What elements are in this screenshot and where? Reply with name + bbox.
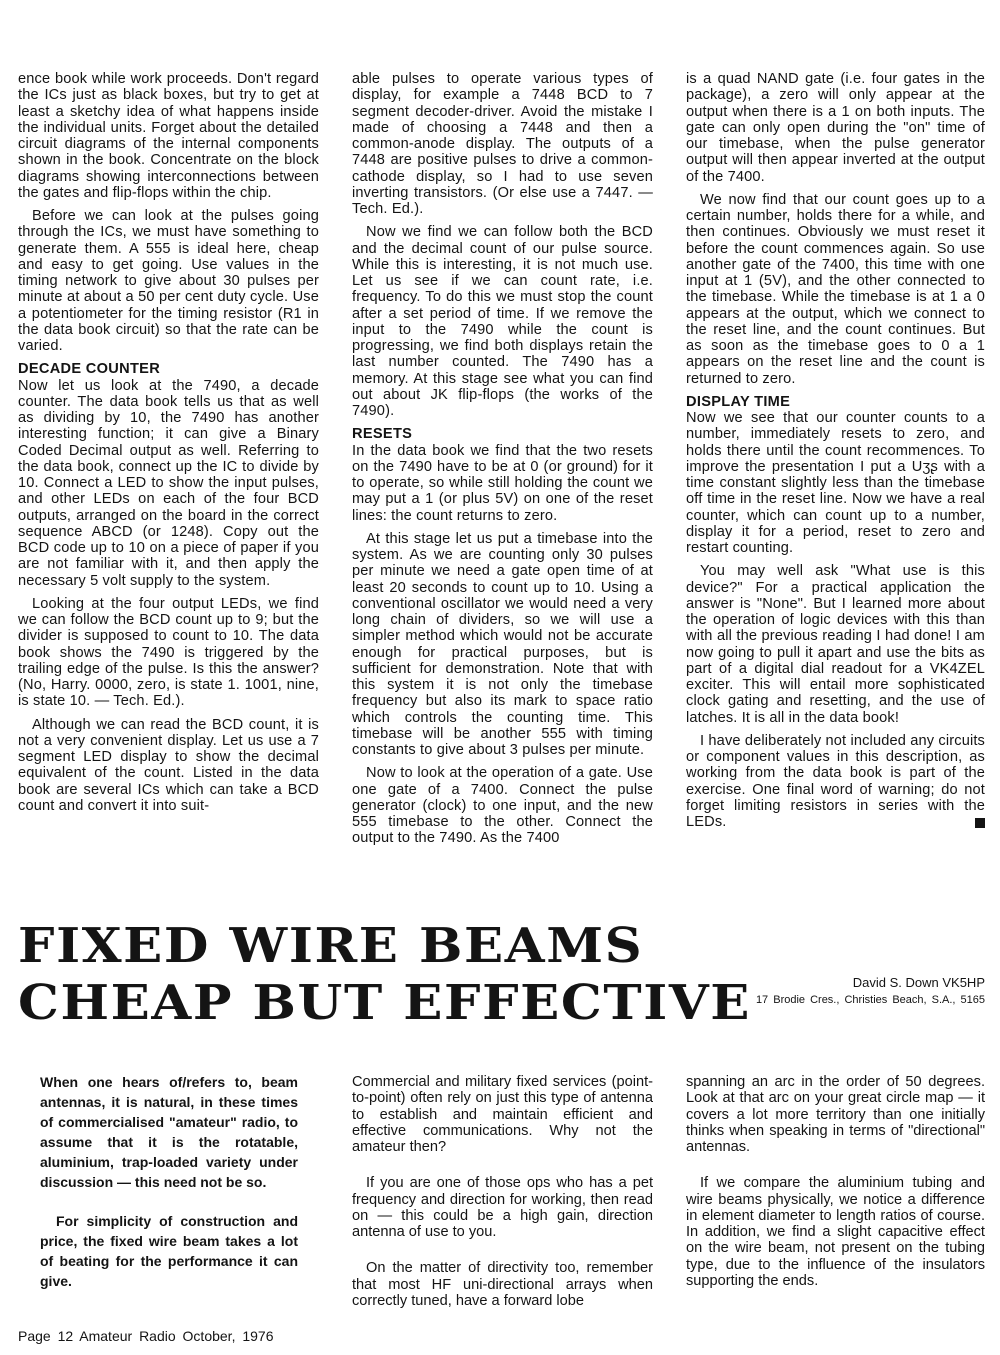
paragraph: Now we see that our counter counts to a number, immediately resets to zero, and holds there until the count recommences. To improve the presentation I put a Uʒʂ with a time constant slightly less than the timebase off time in the reset line. Now we have a real counter, which can count up to a number, display it for a period, reset to zero and restart counting. [686, 410, 985, 556]
paragraph: You may well ask "What use is this device?" For a practical application the answer is "None". But I learned more about the operation of logic devices with this than with all the previous reading I had done! I am now going to pull it apart and use the bits as part of a digital dial readout for a VK4ZEL exciter. This will entail more sophisticated clock gating and resetting, and the use of latches. It is all in the data book! [686, 563, 985, 726]
bottom-article-column-3 [686, 1074, 985, 1309]
intro-paragraph: For simplicity of construction and price, the fixed wire beam takes a lot of beating for the performance it can give. [40, 1213, 298, 1289]
paragraph: Although we can read the BCD count, it is not a very convenient display. Let us use a 7 segment LED display to show the decimal equivalent of the count. Listed in the data book are several ICs which can take a BCD count and convert it into suit- [18, 716, 319, 814]
section-heading-display-time: DISPLAY TIME [686, 393, 791, 410]
paragraph: Now let us look at the 7490, a decade counter. The data book tells us that as well as dividing by 10, the 7490 has another interesting function; it can give a Binary Coded Decimal output as well. Referring to the data book, connect up the IC to divide by 10. Connect a LED to show the input pulses, and other LEDs on each of the four BCD outputs, arranged on the board in the correct sequence ABCD (or 1248). Copy out the BCD code up to 10 on a piece of paper if you are not familiar with it, and then apply the necessary 5 volt supply to the system. [18, 377, 319, 589]
section-heading-decade-counter: DECADE COUNTER [18, 361, 161, 378]
paragraph: If we compare the aluminium tubing and wire beams physically, we notice a difference in element diameter to length ratios of course. In addition, we find a slight capacitive effect on the wire beam, not present on the tubing type, due to the influence of the insulators supporting the ends. [686, 1175, 985, 1289]
top-article-column-1 [18, 71, 319, 821]
page-footer: Page 12 Amateur Radio October, 1976 [18, 1328, 274, 1344]
paragraph: Now we find we can follow both the BCD and the decimal count of our pulse source. While this is interesting, it is not much use. Let us see if we can count rate, i.e. frequency. To do this we must stop the count after a set period of time. If we remove the input to the 7490 while the count is progressing, we find both displays retain the last number counted. The 7490 has a memory. At this stage see what you can find out about JK flip-flops (the works of the 7490). [352, 224, 653, 419]
article-title-line-1: FIXED WIRE BEAMS [18, 918, 644, 974]
paragraph: On the matter of directivity too, remember that most HF uni-directional arrays when correctly tuned, have a forward lobe [352, 1260, 653, 1309]
paragraph: Before we can look at the pulses going through the ICs, we must have something to generate them. A 555 is ideal here, cheap and easy to get going. Use values in the timing network to give about 30 pulses per minute at about a 50 per cent duty cycle. Use a potentiometer for the timing resistor (R1 in the data book circuit) so that the rate can be varied. [18, 208, 319, 354]
paragraph: Now to look at the operation of a gate. Use one gate of a 7400. Connect the pulse generator (clock) to one input, and the new 555 timebase to the other. Connect the output to the 7490. As the 7400 [352, 765, 653, 847]
paragraph: able pulses to operate various types of display, for example a 7448 BCD to 7 segment decoder-driver. Avoid the mistake I made of choosing a 7448 and then a common-anode display. The outputs of a 7448 are positive pulses to drive a common-cathode display, so I had to use seven inverting transistors. (Or else use a 7447. — Tech. Ed.). [352, 71, 653, 217]
end-of-article-mark [975, 818, 985, 828]
top-article-column-2 [352, 71, 653, 854]
paragraph [686, 733, 985, 831]
article-title-line-2: CHEAP BUT EFFECTIVE [18, 975, 752, 1031]
paragraph: At this stage let us put a timebase into the system. As we are counting only 30 pulses per minute we need a gate open time of at least 20 seconds to count up to 10. Using a conventional oscillator we would need a very long chain of dividers, so we will use a simpler method which would not be accurate enough for practical purposes, but is sufficient for demonstration. Note that with this system it is not only the timebase frequency but also its mark to space ratio which controls the counting time. This timebase will be another 555 with timing constants to give about 3 pulses per minute. [352, 530, 653, 758]
bottom-article-column-2 [352, 1074, 653, 1329]
intro-paragraph: When one hears of/refers to, beam antennas, it is natural, in these times of commercialised "amateur" radio, to assume that it is the rotatable, aluminium, trap-loaded variety under discussion — this need not be so. [40, 1074, 298, 1190]
paragraph: ence book while work proceeds. Don't regard the ICs just as black boxes, but try to get at least a sketchy idea of what happens inside the individual units. Forget about the detailed circuit diagrams of the internal components shown in the book. Concentrate on the block diagrams showing interconnections between the gates and flip-flops within the chip. [18, 71, 319, 201]
paragraph: Commercial and military fixed services (point-to-point) often rely on just this type of antenna to establish and maintain efficient and effective communications. Why not the amateur then? [352, 1074, 653, 1155]
top-article-column-3 [686, 71, 985, 837]
paragraph: is a quad NAND gate (i.e. four gates in the package), a zero will only appear at the output when there is a 1 on both inputs. The gate can only open during the "on" time of our timebase, when the pulse generator output will then appear inverted at the output of the 7400. [686, 71, 985, 185]
article-intro [40, 1072, 298, 1310]
paragraph: We now find that our count goes up to a certain number, holds there for a while, and then continues. Obviously we must reset it before the count commences again. So use another gate of the 7400, this time with one input at 1 (5V), and the other connected to the timebase. While the timebase is at 1 a 0 appears at the output, which we connect to the reset line, and the count continues. But as soon as the timebase goes to 0 a 1 appears on the reset line and the count is returned to zero. [686, 191, 985, 387]
section-heading-resets: RESETS [352, 426, 413, 443]
paragraph: Looking at the four output LEDs, we find we can follow the BCD count up to 9; but the divider is supposed to count to 10. The data book shows the 7490 is triggered by the trailing edge of the pulse. Is this the answer? (No, Harry. 0000, zero, is state 1. 1001, nine, is state 10. — Tech. Ed.). [18, 595, 319, 710]
paragraph: If you are one of those ops who has a pet frequency and direction for working, then read on — this could be a high gain, direction antenna of use to you. [352, 1175, 653, 1240]
paragraph: spanning an arc in the order of 50 degrees. Look at that arc on your great circle map — it covers a lot more territory than one initially thinks when speaking in terms of "directional" antennas. [686, 1074, 985, 1155]
paragraph: In the data book we find that the two resets on the 7490 have to be at 0 (or ground) for it to operate, so while still holding the count we may put a 1 (or plus 5V) on one of the reset lines: the count returns to zero. [352, 442, 653, 524]
author-address: 17 Brodie Cres., Christies Beach, S.A., 5165 [755, 994, 985, 1006]
paragraph-text: I have deliberately not included any circuits or component values in this description, as working from the data book is part of the exercise. One final word of warning; do not forget limiting resistors in series with the LEDs. [686, 732, 986, 830]
author-name: David S. Down VK5HP [852, 975, 985, 990]
